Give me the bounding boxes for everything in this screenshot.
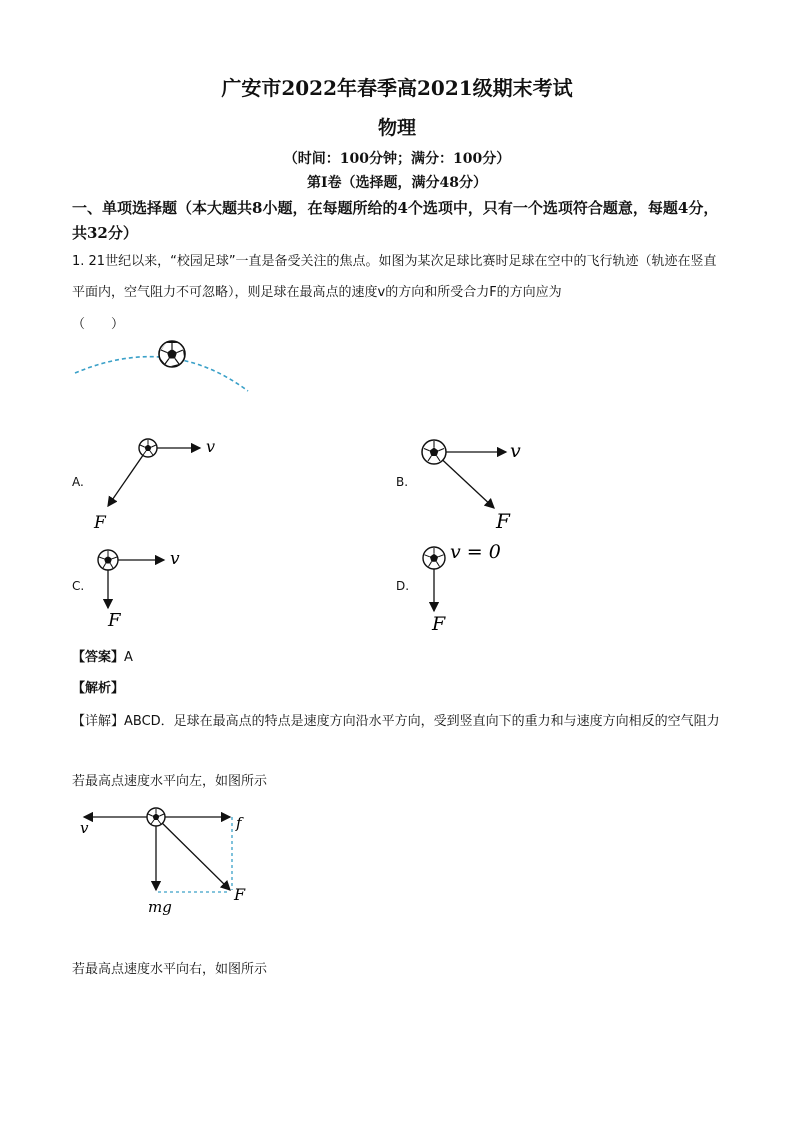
detail-text: 【详解】ABCD．足球在最高点的特点是速度方向沿水平方向，受到竖直向下的重力和与速度方向相反的空气阻力 <box>72 714 720 729</box>
option-c-f-label: F <box>108 610 121 631</box>
section-heading: 一、单项选择题（本大题共8小题，在每题所给的4个选项中，只有一个选项符合题意，每题4分，共32分） <box>72 199 719 242</box>
option-c-figure <box>88 540 208 635</box>
diagram-f-label: f <box>236 814 242 832</box>
answer-value: A <box>124 650 133 665</box>
option-d-v-label: v = 0 <box>450 541 501 563</box>
option-d-label: D. <box>396 579 410 593</box>
volume-heading: 第I卷（选择题，满分48分） <box>306 175 488 191</box>
soccer-ball-icon <box>159 341 185 367</box>
option-d-f-label: F <box>432 613 446 635</box>
option-b-f-label: F <box>496 509 510 533</box>
question-1-stem: 1. 21世纪以来，“校园足球”一直是备受关注的焦点。如图为某次足球比赛时足球在空中的飞行轨迹（轨迹在竖直平面内，空气阻力不可忽略），则足球在最高点的速度v的方向和所受合力F的方向应为 <box>72 254 717 300</box>
exam-info: （时间：100分钟；满分：100分） <box>283 151 511 167</box>
soccer-ball-icon <box>98 550 118 570</box>
soccer-ball-icon <box>139 439 157 457</box>
option-b-v-label: v <box>510 440 521 462</box>
left-case-text: 若最高点速度水平向左，如图所示 <box>72 774 268 789</box>
analysis-tag: 【解析】 <box>72 681 125 696</box>
option-a-figure <box>88 430 228 535</box>
soccer-ball-icon <box>422 440 446 464</box>
option-c-label: C. <box>72 579 85 593</box>
diagram-F-label: F <box>234 885 246 904</box>
answer-line <box>72 646 133 665</box>
soccer-ball-icon <box>423 547 445 569</box>
right-case-text: 若最高点速度水平向右，如图所示 <box>72 962 268 977</box>
answer-tag: 【答案】 <box>72 650 125 665</box>
option-a-v-label: v <box>206 437 216 456</box>
force-diagram <box>72 800 282 925</box>
diagram-v-label: v <box>80 819 89 837</box>
option-a-label: A. <box>72 475 84 489</box>
soccer-ball-icon <box>147 808 165 826</box>
option-c-v-label: v <box>170 549 180 569</box>
answer-bracket: （ ） <box>72 317 125 332</box>
option-d-figure <box>412 535 532 635</box>
option-b-label: B. <box>396 475 409 489</box>
option-a-f-label: F <box>94 513 106 533</box>
diagram-mg-label: mg <box>148 898 172 916</box>
exam-title: 广安市2022年春季高2021级期末考试 <box>221 76 573 100</box>
trajectory-figure <box>70 335 260 395</box>
subject-title: 物理 <box>377 117 416 139</box>
option-b-figure <box>410 430 550 535</box>
